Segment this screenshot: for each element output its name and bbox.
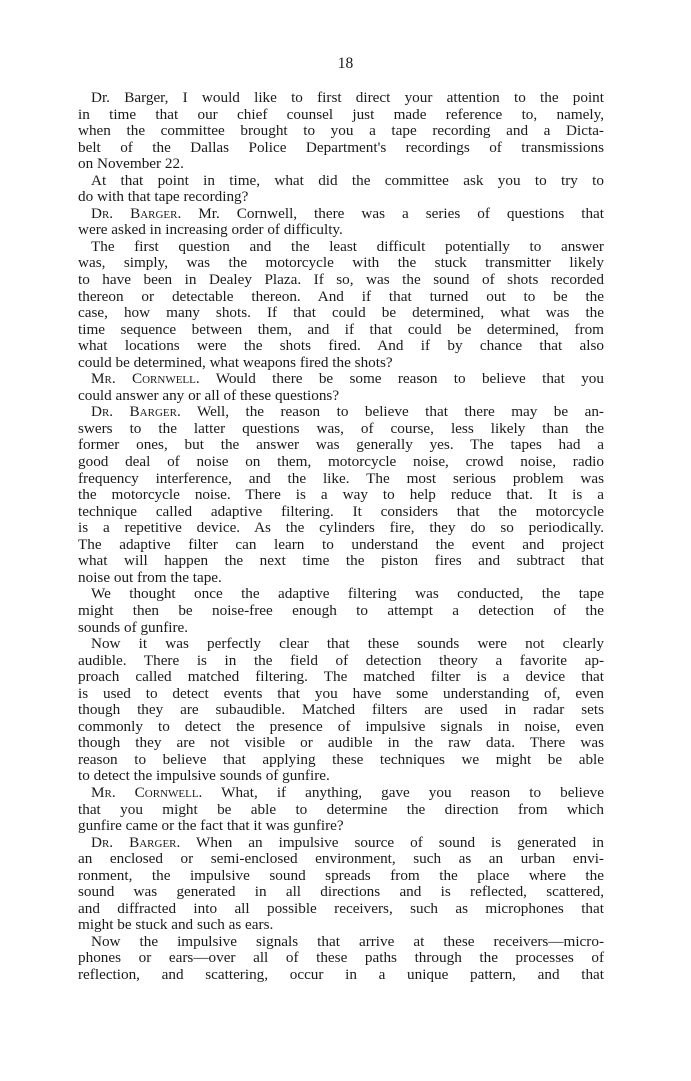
text-line: the motorcycle noise. There is a way to help reduce that. It is a [78,486,604,504]
text-line: audible. There is in the field of detection theory a favorite ap- [78,651,604,669]
text-line: belt of the Dallas Police Department's recordings of transmissions [78,138,604,156]
paragraph [78,586,604,636]
speech-text: Would there be some reason to believe that you [199,370,604,388]
text-line: ronment, the impulsive sound spreads from the place where the [78,866,604,884]
text-line: reflection, and scattering, occur in a unique pattern, and that [78,965,604,983]
text-line: to detect the impulsive sounds of gunfire. [78,767,330,785]
paragraph [78,785,604,835]
text-line: frequency interference, and the like. The most serious problem was [78,469,604,487]
text-line: swers to the latter questions was, of course, less likely than the [78,419,604,437]
speaker-label: Dr. Barger. [91,204,182,222]
text-line [78,371,604,388]
text-line: commonly to detect the presence of impulsive signals in noise, even [78,717,604,735]
text-line: were asked in increasing order of difficulty. [78,221,343,239]
speech-text: Well, the reason to believe that there may be an- [180,403,604,421]
text-line: former ones, but the answer was generally yes. The tapes had a [78,436,604,454]
text-line: sound was generated in all directions and is reflected, scattered, [78,883,604,901]
paragraph [78,239,604,371]
paragraph [78,206,604,239]
text-line: might be stuck and such as ears. [78,916,274,934]
speaker-label: Dr. Barger. [91,403,181,421]
text-line: thereon or detectable thereon. And if that turned out to be the [78,287,604,305]
text-line: time sequence between them, and if that could be determined, from [78,320,604,338]
paragraph [78,934,604,984]
text-line: and diffracted into all possible receivers, such as microphones that [78,899,604,917]
text-line: good deal of noise on them, motorcycle noise, crowd noise, radio [78,453,604,471]
paragraph [78,371,604,404]
speech-text: Mr. Cornwell, there was a series of questions that [181,204,605,222]
text-line: is a repetitive device. As the cylinders fire, they do so periodically. [78,519,604,537]
text-line: reason to believe that applying these techniques we might be able [78,750,604,768]
speech-text: What, if anything, gave you reason to believe [202,783,604,801]
text-line: what will happen the next time the piston fires and subtract that [78,552,604,570]
text-line: Dr. Barger, I would like to first direct your attention to the point [91,89,604,106]
text-line [78,835,604,852]
text-line: do with that tape recording? [78,188,249,206]
text-line: technique called adaptive filtering. It considers that the motorcycle [78,502,604,520]
text-line: on November 22. [78,155,184,173]
text-line: what locations were the shots fired. And if by chance that also [78,337,604,355]
text-line: in time that our chief counsel just made reference to, namely, [78,105,604,123]
page-number: 18 [337,55,354,72]
text-line: The adaptive filter can learn to understand the event and project [78,535,604,553]
text-line: Now it was perfectly clear that these sounds were not clearly [91,635,604,653]
text-line: At that point in time, what did the committee ask you to try to [91,171,604,189]
text-line: Now the impulsive signals that arrive at these receivers—micro- [91,932,604,950]
speaker-label: Dr. Barger. [91,833,181,851]
text-line [78,785,604,802]
text-line [78,206,604,223]
paragraph [78,835,604,934]
text-line: though they are not visible or audible in the raw data. There was [78,734,604,752]
text-line: sounds of gunfire. [78,618,189,636]
paragraph [78,404,604,586]
text-line: could answer any or all of these questions? [78,386,340,404]
text-line: is used to detect events that you have some understanding of, even [78,684,604,702]
paragraph [78,90,604,173]
text-line: an enclosed or semi-enclosed environment, such as an urban envi- [78,850,604,868]
text-line: when the committee brought to you a tape recording and a Dicta- [78,122,604,140]
text-line: might then be noise-free enough to attempt a detection of the [78,601,604,619]
speech-text: When an impulsive source of sound is generated in [180,833,604,851]
text-line: to have been in Dealey Plaza. If so, was the sound of shots recorded [78,271,604,289]
text-line: We thought once the adaptive filtering was conducted, the tape [91,585,604,603]
text-line: noise out from the tape. [78,568,222,586]
paragraph [78,636,604,785]
paragraph [78,173,604,206]
text-line: case, how many shots. If that could be determined, what was the [78,304,604,322]
speaker-label: Mr. Cornwell. [91,783,203,801]
text-line: phones or ears—over all of these paths through the processes of [78,949,604,967]
text-line: could be determined, what weapons fired the shots? [78,353,393,371]
text-line [78,404,604,421]
text-line: was, simply, was the motorcycle with the stuck transmitter likely [78,254,604,272]
speaker-label: Mr. Cornwell. [91,370,200,388]
text-line: though they are subaudible. Matched filters are used in radar sets [78,701,604,719]
text-line: The first question and the least difficult potentially to answer [91,237,604,255]
text-line: proach called matched filtering. The matched filter is a device that [78,668,604,686]
document-body [78,90,604,984]
text-line: that you might be able to determine the direction from which [78,800,604,818]
text-line: gunfire came or the fact that it was gunfire? [78,817,344,835]
